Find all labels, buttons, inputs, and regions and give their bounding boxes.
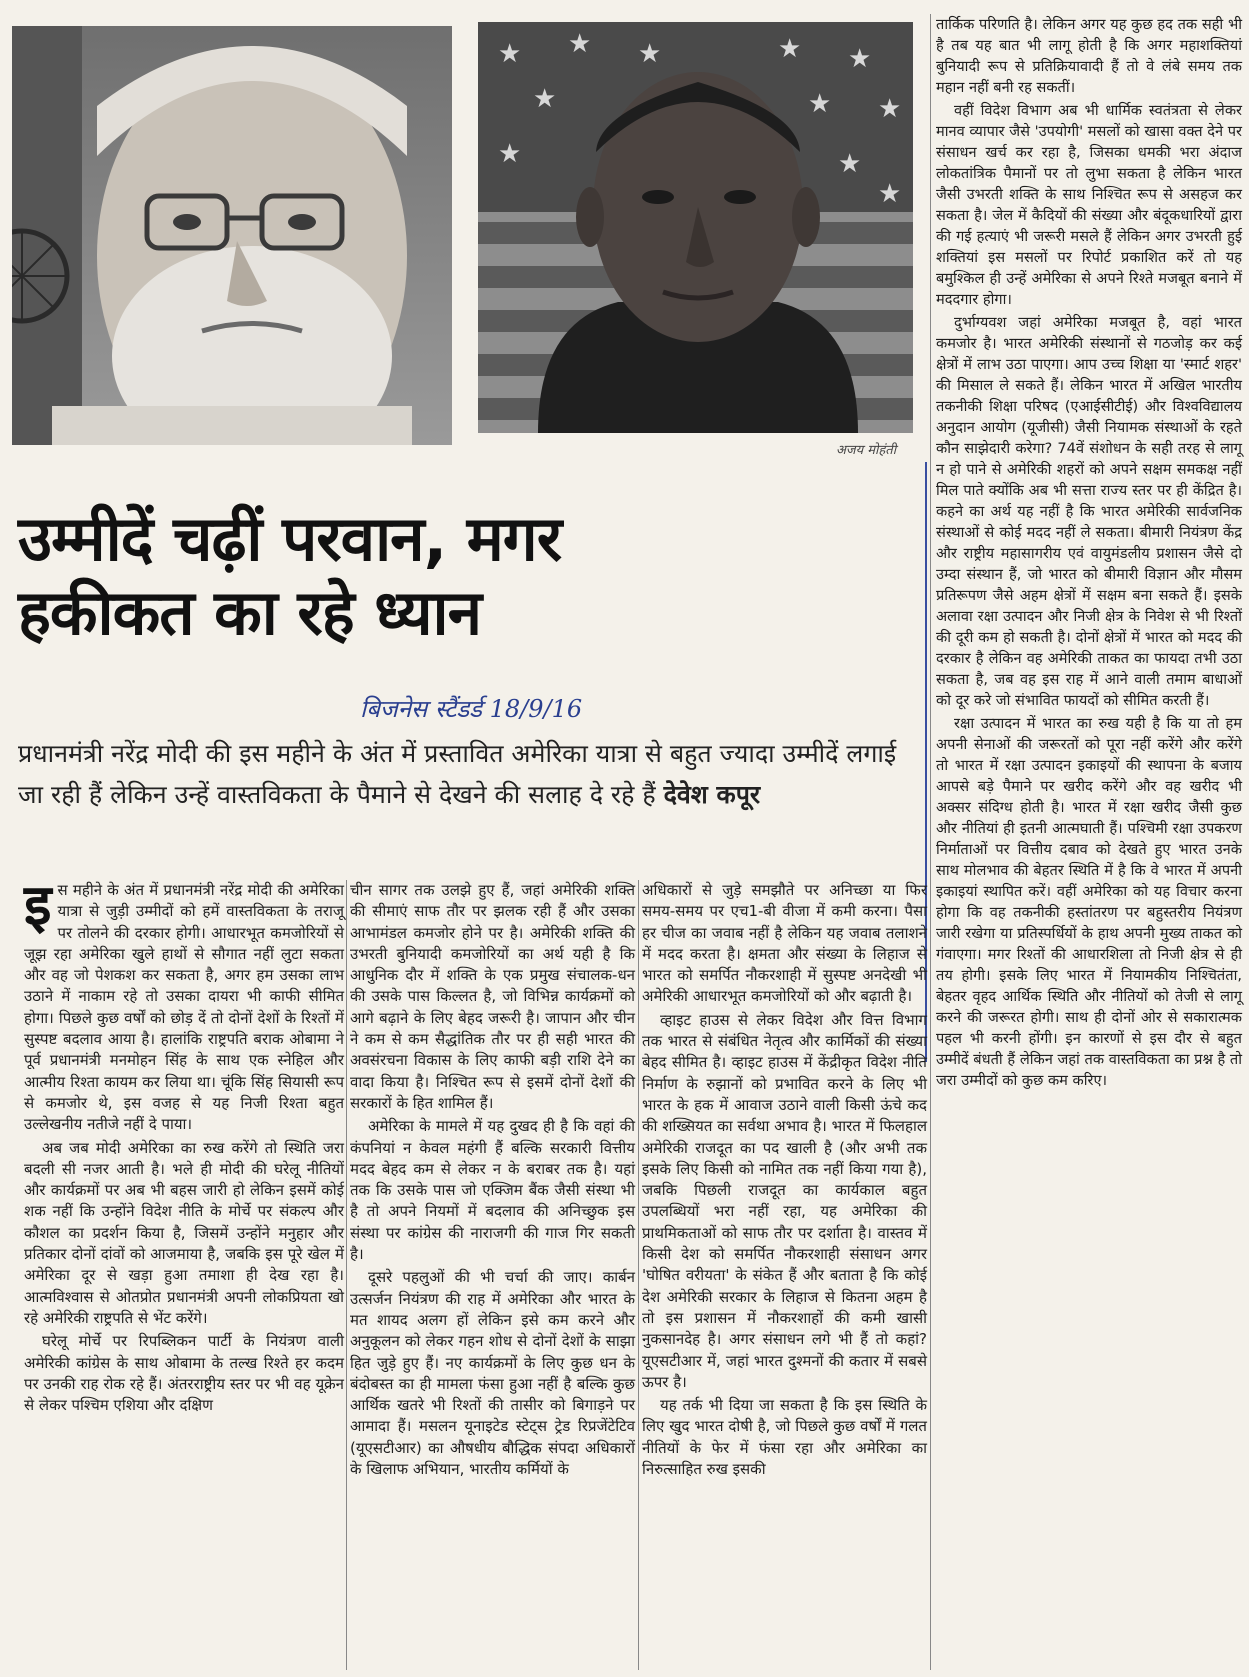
paragraph: तार्किक परिणति है। लेकिन अगर यह कुछ हद तक सही भी है तब यह बात भी लागू होती है कि अगर महाशक्तियां बुनियादी रूप से प्रतिक्रियावादी हैं तो वे लंबे समय तक महान नहीं बनी रह सकतीं। [936, 16, 1242, 96]
paragraph [24, 873, 344, 1136]
paragraph: रक्षा उत्पादन में भारत का रुख यही है कि या तो हम अपनी सेनाओं की जरूरतों को पूरा नहीं करेंगे और करेंगे तो भारत में रक्षा उत्पादन इकाइयों की स्थापना के बजाय आपसे बड़े पैमाने पर खरीद करेंगे और वह खरीद भी अक्सर संदिग्ध होती है। भारत में रक्षा खरीद जैसी कुछ और नीतियां ही इतनी आत्मघाती हैं। पश्चिमी रक्षा उपकरण निर्माताओं पर वित्तीय दबाव को देखते हुए भारत उनके साथ मोलभाव की बेहतर स्थिति में है कि वे भारत में अपनी इकाइयां स्थापित करें। वहीं अमेरिका को यह विचार करना होगा कि वह तकनीकी हस्तांतरण पर बहुस्तरीय नियंत्रण जारी रखेगा या प्रतिस्पर्धियों के हाथ अपनी मुख्य ताकत को गंवाएगा। मगर रिश्तों की आधारशिला तो निजी क्षेत्र से ही तय होगी। इसके लिए भारत में नियामकीय निश्चितंता, बेहतर वृहद आर्थिक स्थिति और नीतियों को तेजी से लागू करने की जरूरत होगी। साथ ही दोनों ओर से सकारात्मक पहल भी करनी होंगी। इन कारणों से इस दौर से बहुत उम्मीदें बंधती हैं लेकिन जहां तक वास्तविकता का प्रश्न है तो जरा उम्मीदों को कुछ कम करिए। [936, 715, 1242, 1089]
photo-credit: अजय मोहंती [836, 443, 897, 458]
headline [18, 502, 908, 650]
paragraph: अमेरिका के मामले में यह दुखद ही है कि वहां की कंपनियां न केवल महंगी हैं बल्कि सरकारी वित्तीय मदद बेहद कम से लेकर न के बराबर तक है। यहां तक कि उसके पास जो एक्जिम बैंक जैसी संस्था भी है तो अपने नियमों में बदलाव की अनिच्छुक इस संस्था पर कांग्रेस की नाराजगी की गाज गिर सकती है। [350, 1117, 635, 1264]
svg-text:★: ★ [848, 44, 872, 74]
headline-line-1: उम्मीदें चढ़ीं परवान, मगर [18, 502, 562, 575]
portrait-left-image [12, 26, 452, 445]
article-column-1 [24, 873, 344, 1418]
column-divider-1 [346, 880, 347, 1670]
paragraph-text: स महीने के अंत में प्रधानमंत्री नरेंद्र मोदी की अमेरिका यात्रा से जुड़ी उम्मीदों को हमें वास्तविकता के तराजू पर तोलने की दरकार होगी। आधारभूत कमजोरियों से जूझ रहा अमेरिका खुले हाथों से सौगात नहीं लुटा सकता और वह जो पेशकश कर सकता है, अगर हम उसका लाभ उठाने में नाकाम रहे तो उसका दायरा भी काफी सीमित होगा। पिछले कुछ वर्षों को छोड़ दें तो दोनों देशों के रिश्तों में सुस्पष्ट बदलाव आया है। हालांकि राष्ट्रपति बराक ओबामा ने पूर्व प्रधानमंत्री मनमोहन सिंह के साथ एक स्नेहिल और आत्मीय रिश्ता कायम कर लिया था। चूंकि सिंह सियासी रूप से कमजोर थे, इस वजह से यह निजी रिश्ता बहुत उल्लेखनीय नतीजे नहीं दे पाया। [24, 881, 344, 1134]
paragraph: दुर्भाग्यवश जहां अमेरिका मजबूत है, वहां भारत कमजोर है। भारत अमेरिकी संस्थानों से गठजोड़ कर कई क्षेत्रों में लाभ उठा पाएगा। आप उच्च शिक्षा या 'स्मार्ट शहर' की मिसाल ले सकते हैं। लेकिन भारत में अखिल भारतीय तकनीकी शिक्षा परिषद (एआईसीटीई) और विश्वविद्यालय अनुदान आयोग (यूजीसी) जैसी नियामक संस्थाओं के रहते कौन साझेदारी करेगा? 74वें संशोधन के सही तरह से लागू न हो पाने से अमेरिकी शहरों को अपने सक्षम समकक्ष नहीं मिल पाते क्योंकि अब भी सत्ता राज्य स्तर पर ही केंद्रित है। कहने का अर्थ यह नहीं है कि भारत अमेरिकी सार्वजनिक संस्थाओं से कोई मदद नहीं ले सकता। बीमारी नियंत्रण केंद्र और राष्ट्रीय महासागरीय एवं वायुमंडलीय प्रशासन जैसे दो उम्दा संस्थान हैं, जो भारत को बीमारी विज्ञान और मौसम प्रतिरूपण जैसे अहम क्षेत्रों में सक्षम बना सकते हैं। इसके अलावा रक्षा उत्पादन और निजी क्षेत्र के निवेश से भी रिश्तों की दूरी कम हो सकती है। दोनों क्षेत्रों में भारत को मदद की दरकार है लेकिन वह अमेरिकी ताकत का फायदा तभी उठा सकता है, जब वह इस राह में आने वाली तमाम बाधाओं को दूर करे जो संभावित फायदों को सीमित करती हैं। [936, 314, 1242, 709]
svg-text:★: ★ [838, 149, 862, 179]
svg-text:★: ★ [778, 34, 802, 64]
paragraph: चीन सागर तक उलझे हुए हैं, जहां अमेरिकी शक्ति की सीमाएं साफ तौर पर झलक रही हैं और उसका आभामंडल कमजोर होने पर है। अमेरिकी शक्ति की उभरती बुनियादी कमजोरियों का अर्थ यही है कि आधुनिक दौर में शक्ति के एक प्रमुख संचालक-धन की उसके पास किल्लत है, जो विभिन्न कार्यक्रमों को आगे बढ़ाने के लिए बेहद जरूरी है। जापान और चीन ने कम से कम सैद्धांतिक तौर पर ही सही भारत की अवसंरचना विकास के लिए काफी बड़ी राशि देने का वादा किया है। निश्चित रूप से इसमें दोनों देशों की सरकारों के हित शामिल हैं। [350, 881, 635, 1112]
article-column-3 [642, 880, 927, 1482]
paragraph: दूसरे पहलुओं की भी चर्चा की जाए। कार्बन उत्सर्जन नियंत्रण की राह में अमेरिका और भारत के मत शायद अलग हों लेकिन इसे कम करने और अनुकूलन को लेकर गहन शोध से दोनों देशों के साझा हित जुड़े हुए हैं। नए कार्यक्रमों के लिए कुछ धन के बंदोबस्त का ही मामला फंसा हुआ नहीं है बल्कि कुछ आर्थिक खतरे भी रिश्तों की तासीर को बिगाड़ने पर आमादा हैं। मसलन यूनाइटेड स्टेट्स ट्रेड रिप्रजेंटेटिव (यूएसटीआर) का औषधीय बौद्धिक संपदा अधिकारों के खिलाफ अभियान, भारतीय कर्मियों के [350, 1268, 635, 1479]
deck-text: प्रधानमंत्री नरेंद्र मोदी की इस महीने के अंत में प्रस्तावित अमेरिका यात्रा से बहुत ज्यादा उम्मीदें लगाई जा रही हैं लेकिन उन्हें वास्तविकता के पैमाने से देखने की सलाह दे रहे हैं [18, 739, 897, 809]
paragraph: अधिकारों से जुड़े समझौते पर अनिच्छा या फिर समय-समय पर एच1-बी वीजा में कमी करना। पैसा हर चीज का जवाब नहीं है लेकिन यह जवाब तलाशने में मदद करता है। क्षमता और संख्या के लिहाज से भारत को समर्पित नौकरशाही में सुस्पष्ट अनदेखी भी अमेरिकी आधारभूत कमजोरियों को और बढ़ाती है। [642, 881, 927, 1006]
svg-text:★: ★ [808, 89, 832, 119]
paragraph: यह तर्क भी दिया जा सकता है कि इस स्थिति के लिए खुद भारत दोषी है, जो पिछले कुछ वर्षों में गलत नीतियों के फेर में फंसा रहा और अमेरिका का निरुत्साहित रुख इसकी [642, 1396, 927, 1479]
svg-text:★: ★ [878, 94, 902, 124]
column-divider-3 [930, 14, 931, 1670]
svg-text:★: ★ [878, 179, 902, 209]
svg-text:★: ★ [498, 39, 522, 69]
column-divider-2 [638, 880, 639, 1670]
deck-summary [18, 733, 908, 815]
author-name: देवेश कपूर [663, 780, 761, 809]
paragraph: घरेलू मोर्चे पर रिपब्लिकन पार्टी के नियंत्रण वाली अमेरिकी कांग्रेस के साथ ओबामा के तल्ख रिश्ते हर कदम पर उनकी राह रोक रहे हैं। अंतरराष्ट्रीय स्तर पर भी वह यूक्रेन से लेकर पश्चिम एशिया और दक्षिण [24, 1332, 344, 1415]
article-column-2 [350, 880, 635, 1482]
svg-text:★: ★ [568, 29, 592, 59]
photo-right [478, 22, 913, 433]
svg-text:★: ★ [533, 84, 557, 114]
svg-text:★: ★ [638, 39, 662, 69]
paragraph: व्हाइट हाउस से लेकर विदेश और वित्त विभाग तक भारत से संबंधित नेतृत्व और कार्मिकों की संख्या बेहद सीमित है। व्हाइट हाउस में केंद्रीकृत विदेश नीति निर्माण के रुझानों को प्रभावित करने के लिए भी भारत के हक में आवाज उठाने वाली किसी ऊंचे कद की शख्सियत का सर्वथा अभाव है। भारत में फिलहाल अमेरिकी राजदूत का पद खाली है (और अभी तक इसके लिए किसी को नामित तक नहीं किया गया है), जबकि पिछली राजदूत का कार्यकाल बहुत उपलब्धियों भरा नहीं रहा, यह अमेरिका की प्राथमिकताओं को साफ तौर पर दर्शाता है। वास्तव में किसी देश को समर्पित नौकरशाही संसाधन अगर 'घोषित वरीयता' के संकेत हैं और बताता है कि कोई देश अमेरिकी सरकार के लिहाज से कितना अहम है तो इस प्रशासन में नौकरशाहों की कमी खासी नुकसानदेह है। अगर संसाधन लगे भी हैं तो कहां? यूएसटीआर में, जहां भारत दुश्मनों की कतार में सबसे ऊपर है। [642, 1010, 927, 1391]
drop-cap: इ [24, 873, 52, 938]
article-column-4 [936, 14, 1242, 1093]
handwritten-note: बिजनेस स्टैंडर्ड 18/9/16 [360, 695, 583, 723]
portrait-right-image [478, 22, 913, 433]
photo-left [12, 26, 452, 445]
svg-text:★: ★ [498, 139, 522, 169]
headline-line-2: हकीकत का रहे ध्यान [18, 576, 482, 649]
paragraph: वहीं विदेश विभाग अब भी धार्मिक स्वतंत्रता से लेकर मानव व्यापार जैसे 'उपयोगी' मसलों को खासा वक्त देने पर संसाधन खर्च कर रहा है, जिसका धमकी भरा अंदाज लोकतांत्रिक पैमानों पर तो लुभा सकता है लेकिन भारत जैसी उभरती शक्ति के साथ निश्चित रूप से असहज कर सकता है। जेल में कैदियों की संख्या और बंदूकधारियों द्वारा की गई हत्याएं भी जरूरी मसले हैं लेकिन अगर उभरती हुई शक्तियां इस मसलों पर रिपोर्ट प्रकाशित करें तो यह बमुश्किल ही उन्हें अमेरिका से अपने रिश्ते मजबूत बनाने में मददगार होगा। [936, 102, 1242, 308]
paragraph: अब जब मोदी अमेरिका का रुख करेंगे तो स्थिति जरा बदली सी नजर आती है। भले ही मोदी की घरेलू नीतियों और कार्यक्रमों पर अब भी बहस जारी हो लेकिन इसमें कोई शक नहीं कि उन्होंने विदेश नीति के मोर्चे पर संकल्प और कौशल का प्रदर्शन किया है, जिसमें उन्होंने मनुहार और प्रतिकार दोनों दांवों को आजमाया है, जबकि इस पूरे खेल में अमेरिका दूर से खड़ा हुआ तमाशा ही देख रहा है। आत्मविश्वास से ओतप्रोत प्रधानमंत्री अपनी लोकप्रियता खो रहे अमेरिकी राष्ट्रपति से भेंट करेंगे। [24, 1138, 344, 1327]
